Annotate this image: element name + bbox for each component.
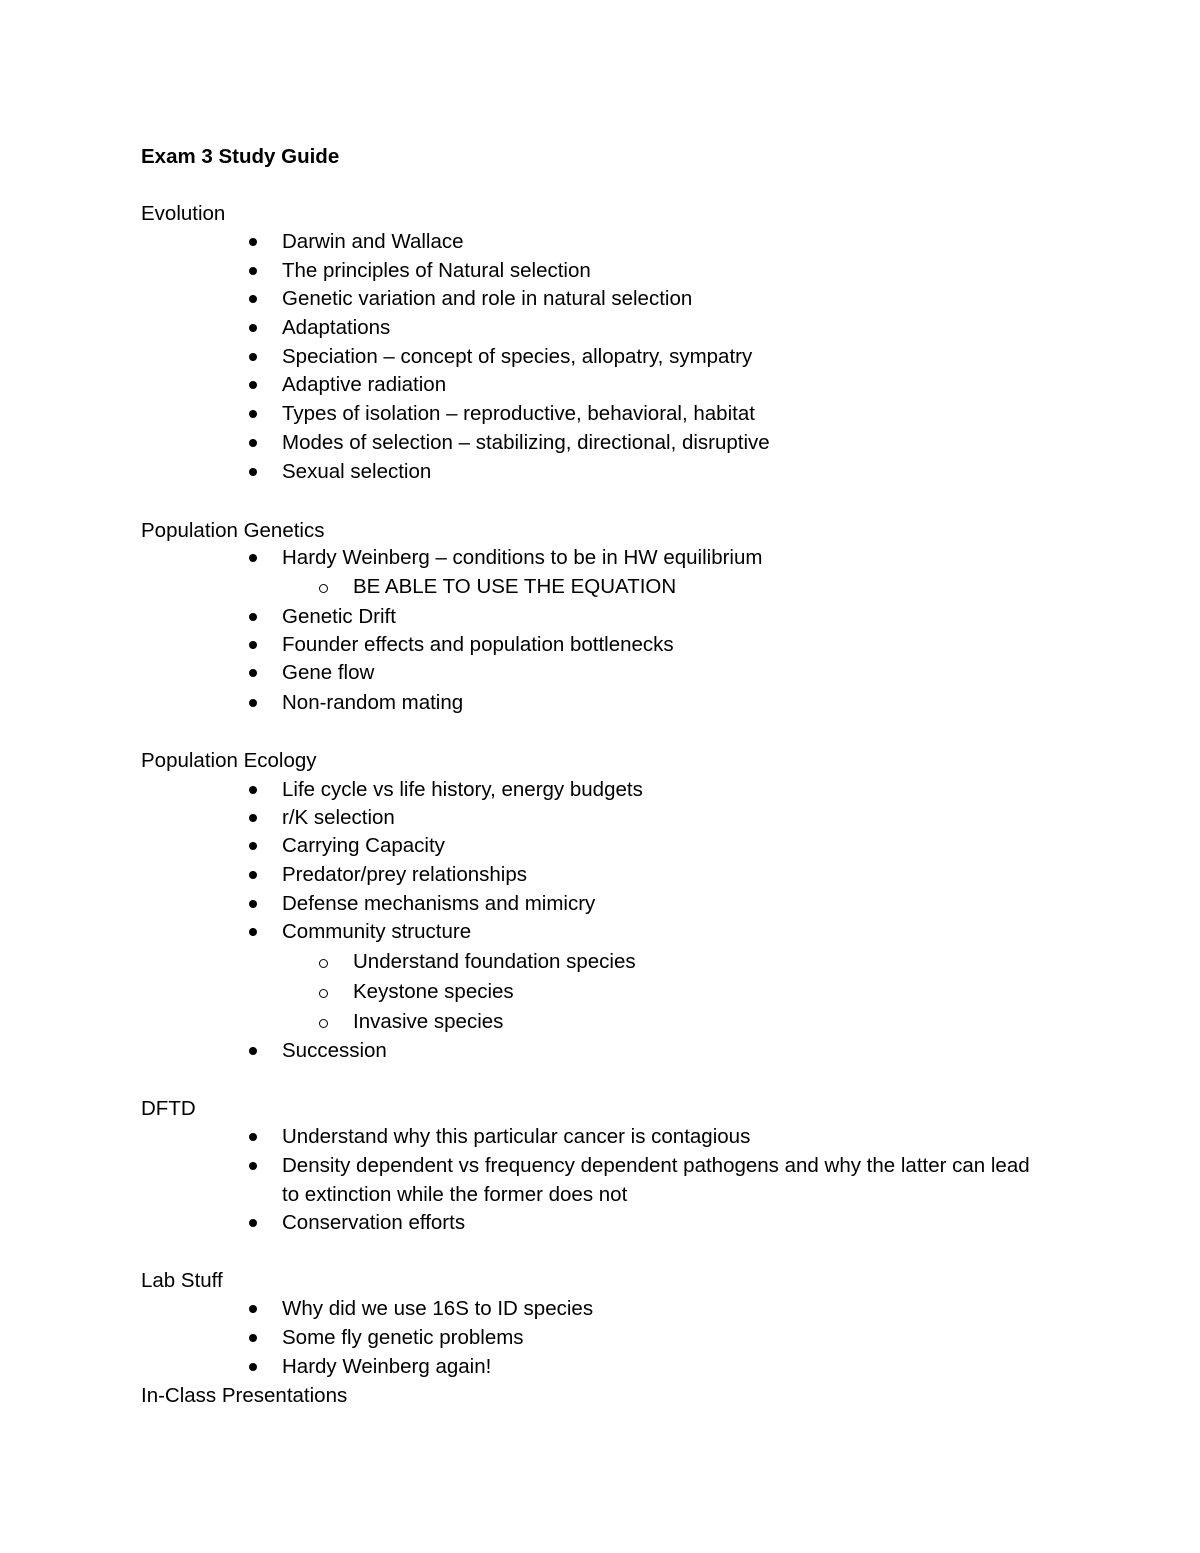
bullet-icon <box>249 641 257 649</box>
list-item: Density dependent vs frequency dependent pathogens and why the latter can lead to extinction while the former does not <box>282 1152 1042 1209</box>
bullet-icon <box>249 900 257 908</box>
bullet-icon <box>249 439 257 447</box>
bullet-icon <box>249 1047 257 1055</box>
list-item: Adaptations <box>282 314 1042 343</box>
bullet-icon <box>249 786 257 794</box>
bullet-icon <box>249 324 257 332</box>
bullet-icon <box>249 410 257 418</box>
list-item: Adaptive radiation <box>282 371 1042 400</box>
list-item: Hardy Weinberg – conditions to be in HW equilibrium <box>282 544 1042 573</box>
bullet-icon <box>249 814 257 822</box>
page-title: Exam 3 Study Guide <box>141 145 340 168</box>
list-item: Conservation efforts <box>282 1209 1042 1238</box>
section-heading-lab-stuff: Lab Stuff <box>141 1269 223 1292</box>
section-heading-evolution: Evolution <box>141 202 226 225</box>
list-item: Modes of selection – stabilizing, directional, disruptive <box>282 429 1042 458</box>
list-item: Types of isolation – reproductive, behavioral, habitat <box>282 400 1042 429</box>
list-item: Hardy Weinberg again! <box>282 1353 1042 1382</box>
list-item: Community structure <box>282 918 1042 947</box>
sub-list-item: Invasive species <box>353 1009 503 1035</box>
bullet-icon <box>249 554 257 562</box>
section-heading-population-genetics: Population Genetics <box>141 519 325 542</box>
bullet-icon <box>249 381 257 389</box>
list-item: Gene flow <box>282 659 1042 688</box>
bullet-icon <box>249 353 257 361</box>
list-item: Sexual selection <box>282 458 1042 487</box>
sub-list-item: Keystone species <box>353 979 514 1005</box>
bullet-icon <box>249 842 257 850</box>
sub-list-item: Understand foundation species <box>353 949 636 975</box>
list-item: Some fly genetic problems <box>282 1324 1042 1353</box>
circle-bullet-icon <box>319 989 328 998</box>
list-item: Understand why this particular cancer is contagious <box>282 1123 1042 1152</box>
circle-bullet-icon <box>319 584 328 593</box>
list-item: Carrying Capacity <box>282 832 1042 861</box>
list-item: The principles of Natural selection <box>282 257 1042 286</box>
bullet-icon <box>249 1219 257 1227</box>
list-item: Defense mechanisms and mimicry <box>282 890 1042 919</box>
list-item: Genetic variation and role in natural selection <box>282 285 1042 314</box>
list-item: Founder effects and population bottlenecks <box>282 631 1042 660</box>
circle-bullet-icon <box>319 959 328 968</box>
bullet-icon <box>249 699 257 707</box>
section-heading-dftd: DFTD <box>141 1097 196 1120</box>
list-item: Predator/prey relationships <box>282 861 1042 890</box>
list-item: Why did we use 16S to ID species <box>282 1295 1042 1324</box>
bullet-icon <box>249 1334 257 1342</box>
bullet-icon <box>249 468 257 476</box>
bullet-icon <box>249 295 257 303</box>
list-item: Succession <box>282 1037 1042 1066</box>
section-heading-population-ecology: Population Ecology <box>141 749 317 772</box>
bullet-icon <box>249 928 257 936</box>
bullet-icon <box>249 613 257 621</box>
bullet-icon <box>249 669 257 677</box>
bullet-icon <box>249 1133 257 1141</box>
list-item: Darwin and Wallace <box>282 228 1042 257</box>
circle-bullet-icon <box>319 1019 328 1028</box>
sub-list-item: BE ABLE TO USE THE EQUATION <box>353 574 676 600</box>
list-item: Genetic Drift <box>282 603 1042 632</box>
section-heading-in-class-presentations: In-Class Presentations <box>141 1384 348 1407</box>
bullet-icon <box>249 1162 257 1170</box>
list-item: r/K selection <box>282 804 1042 833</box>
bullet-icon <box>249 871 257 879</box>
list-item: Non-random mating <box>282 689 1042 718</box>
list-item: Life cycle vs life history, energy budgets <box>282 776 1042 805</box>
bullet-icon <box>249 1363 257 1371</box>
list-item: Speciation – concept of species, allopatry, sympatry <box>282 343 1042 372</box>
bullet-icon <box>249 238 257 246</box>
bullet-icon <box>249 267 257 275</box>
bullet-icon <box>249 1305 257 1313</box>
